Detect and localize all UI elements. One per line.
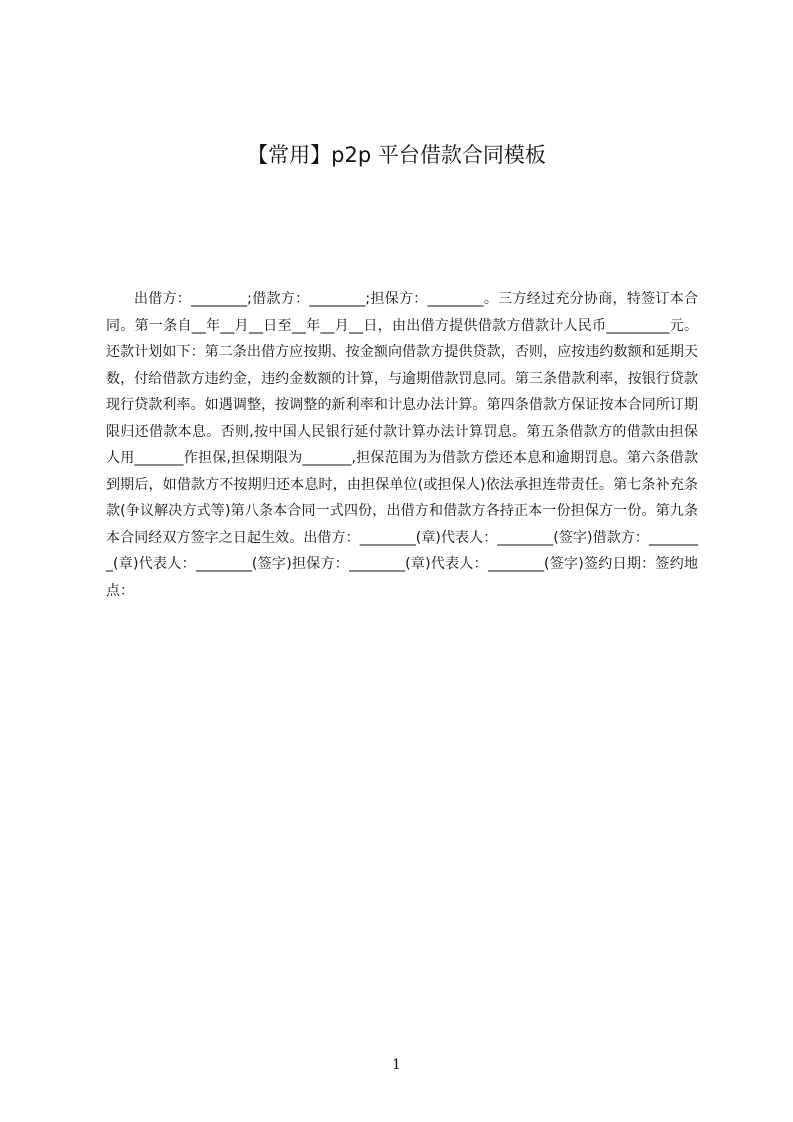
document-title: 【常用】p2p 平台借款合同模板 bbox=[247, 143, 546, 167]
page-number: 1 bbox=[392, 1057, 401, 1073]
contract-body: 出借方：________;借款方：________;担保方：________。三方经过充分协商，特签订本合同。第一条自__年__月__日至__年__月__日，由出借方提供借款方借款计人民币_________元。还款计划如下：第二条出借方应按期、按金额向借款方提供贷款，否则，应按违约数额和延期天数，付给借款方违约金，违约金数额的计算，与逾期借款罚息同。第三条借款利率，按银行贷款现行贷款利率。如遇调整，按调整的新利率和计息办法计算。第四条借款方保证按本合同所订期限归还借款本息。否则,按中国人民银行延付款计算办法计算罚息。第五条借款方的借款由担保人用_______作担保,担保期限为_______,担保范围为为借款方偿还本息和逾期罚息。第六条借款到期后，如借款方不按期归还本息时，由担保单位(或担保人)依法承担连带责任。第七条补充条款(争议解决方式等)第八条本合同一式四份，出借方和借款方各持正本一份担保方一份。第九条本合同经双方签字之日起生效。出借方：________(章)代表人：________(签字)借款方：________(章)代表人：________(签字)担保方：________(章)代表人：________(签字)签约日期：签约地点： bbox=[106, 291, 698, 599]
